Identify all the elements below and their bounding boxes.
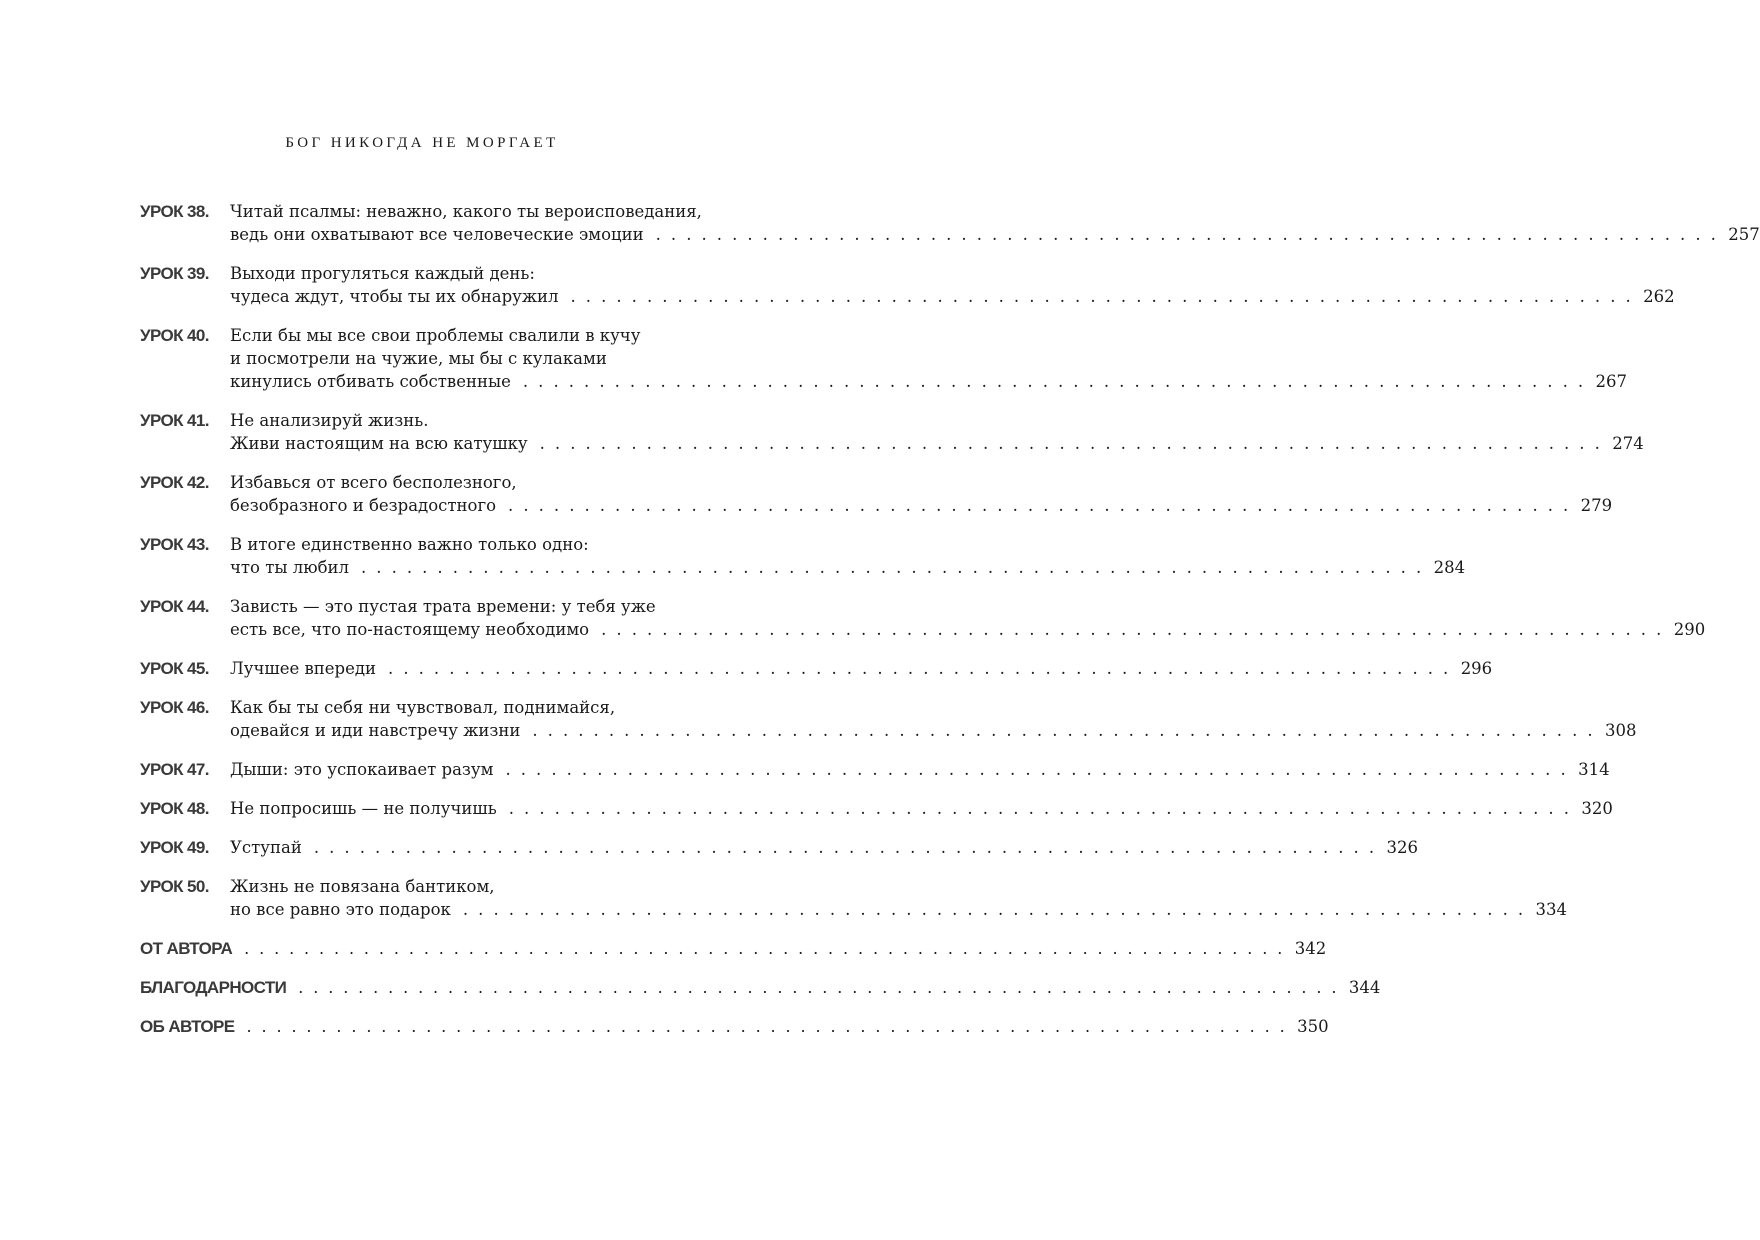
title-last-line xyxy=(230,618,1705,641)
title-line: и посмотрели на чужие, мы бы с кулаками xyxy=(230,349,607,368)
title-line: Не попросишь — не получишь xyxy=(230,799,497,818)
page-number: 344 xyxy=(1348,978,1381,997)
lesson-title xyxy=(230,409,1644,455)
page-number: 296 xyxy=(1460,659,1493,678)
title-line: Не анализируй жизнь. xyxy=(230,411,429,430)
page-number: 257 xyxy=(1728,225,1760,244)
lesson-label: УРОК 49. xyxy=(140,838,209,857)
lesson-label: УРОК 43. xyxy=(140,535,209,554)
lesson-title xyxy=(230,471,1612,517)
lesson-title xyxy=(230,533,1465,579)
title-last-line xyxy=(230,719,1637,742)
lesson-title xyxy=(230,657,1492,680)
title-line: кинулись отбивать собственные xyxy=(230,372,511,391)
title-line: но все равно это подарок xyxy=(230,900,451,919)
toc-entry[interactable] xyxy=(140,836,1418,859)
title-line: Дыши: это успокаивает разум xyxy=(230,760,494,779)
page-number: 308 xyxy=(1605,721,1637,740)
leader-dots xyxy=(532,719,1595,742)
lesson-label: УРОК 38. xyxy=(140,202,209,221)
toc-entry[interactable] xyxy=(140,262,1675,308)
toc-entry[interactable] xyxy=(140,471,1613,517)
leader-dots xyxy=(505,758,1568,781)
leader-dots xyxy=(509,797,1572,820)
toc-section[interactable] xyxy=(140,976,1381,999)
toc-section[interactable] xyxy=(140,1015,1329,1038)
leader-dots xyxy=(361,556,1424,579)
title-line: Избавься от всего бесполезного, xyxy=(230,473,517,492)
title-last-line xyxy=(230,285,1675,308)
lesson-label: УРОК 48. xyxy=(140,799,209,818)
leader-dots xyxy=(601,618,1664,641)
lesson-title xyxy=(230,758,1610,781)
leader-dots xyxy=(244,939,1285,958)
title-line: Живи настоящим на всю катушку xyxy=(230,434,528,453)
toc-entry[interactable] xyxy=(140,696,1637,742)
leader-dots xyxy=(247,1017,1288,1036)
lesson-title xyxy=(230,875,1567,921)
toc-entry[interactable] xyxy=(140,533,1466,579)
leader-dots xyxy=(298,978,1339,997)
title-line: Лучшее впереди xyxy=(230,659,377,678)
lesson-label: УРОК 41. xyxy=(140,411,209,430)
page-number: 267 xyxy=(1595,372,1628,391)
lesson-title xyxy=(230,696,1637,742)
lesson-label: УРОК 50. xyxy=(140,877,209,896)
section-title: ОБ АВТОРЕ xyxy=(140,1017,235,1036)
title-last-line xyxy=(230,797,1613,820)
title-line: чудеса ждут, чтобы ты их обнаружил xyxy=(230,287,559,306)
page-number: 320 xyxy=(1581,799,1613,818)
toc-entry[interactable] xyxy=(140,875,1568,921)
leader-dots xyxy=(508,494,1571,517)
title-last-line xyxy=(230,223,1760,246)
lesson-title xyxy=(230,324,1627,393)
title-last-line xyxy=(230,657,1492,680)
title-last-line xyxy=(230,494,1612,517)
leader-dots xyxy=(314,836,1377,859)
page-number: 334 xyxy=(1535,900,1568,919)
lesson-label: УРОК 40. xyxy=(140,326,209,345)
title-line: что ты любил xyxy=(230,558,349,577)
title-line: Выходи прогуляться каждый день: xyxy=(230,264,535,283)
title-last-line xyxy=(230,556,1465,579)
leader-dots xyxy=(523,370,1586,393)
page-number: 350 xyxy=(1297,1017,1329,1036)
page-number: 262 xyxy=(1643,287,1675,306)
toc-entry[interactable] xyxy=(140,409,1644,455)
leader-dots xyxy=(540,432,1603,455)
lesson-title xyxy=(230,262,1675,308)
lesson-label: УРОК 44. xyxy=(140,597,209,616)
lesson-label: УРОК 42. xyxy=(140,473,209,492)
page-number: 314 xyxy=(1578,760,1610,779)
lesson-label: УРОК 46. xyxy=(140,698,209,717)
title-line: ведь они охватывают все человеческие эмоции xyxy=(230,225,644,244)
lesson-title xyxy=(230,595,1705,641)
section-title: БЛАГОДАРНОСТИ xyxy=(140,978,287,997)
toc-entry[interactable] xyxy=(140,797,1613,820)
toc-entry[interactable] xyxy=(140,324,1628,393)
title-line: Уступай xyxy=(230,838,302,857)
page-number: 326 xyxy=(1386,838,1418,857)
leader-dots xyxy=(656,223,1719,246)
lesson-label: УРОК 39. xyxy=(140,264,209,283)
toc-entry[interactable] xyxy=(140,200,1760,246)
section-title: ОТ АВТОРА xyxy=(140,939,233,958)
page-number: 284 xyxy=(1433,558,1466,577)
toc-section[interactable] xyxy=(140,937,1327,960)
title-line: одевайся и иди навстречу жизни xyxy=(230,721,521,740)
lesson-label: УРОК 47. xyxy=(140,760,209,779)
toc-entry[interactable] xyxy=(140,758,1610,781)
page-number: 279 xyxy=(1580,496,1613,515)
lesson-label: УРОК 45. xyxy=(140,659,209,678)
lesson-title xyxy=(230,797,1613,820)
page-number: 290 xyxy=(1673,620,1706,639)
title-line: В итоге единственно важно только одно: xyxy=(230,535,589,554)
running-header: БОГ НИКОГДА НЕ МОРГАЕТ xyxy=(285,135,559,151)
title-line: Читай псалмы: неважно, какого ты вероисповедания, xyxy=(230,202,702,221)
title-line: Жизнь не повязана бантиком, xyxy=(230,877,495,896)
title-line: Как бы ты себя ни чувствовал, поднимайся, xyxy=(230,698,616,717)
title-last-line xyxy=(230,898,1567,921)
title-line: есть все, что по-настоящему необходимо xyxy=(230,620,590,639)
lesson-title xyxy=(230,200,1760,246)
title-line: Зависть — это пустая трата времени: у тебя уже xyxy=(230,597,656,616)
table-of-contents xyxy=(140,200,1760,1054)
lesson-title xyxy=(230,836,1418,859)
leader-dots xyxy=(463,898,1526,921)
title-last-line xyxy=(230,836,1418,859)
title-last-line xyxy=(230,432,1644,455)
leader-dots xyxy=(388,657,1451,680)
title-last-line xyxy=(230,370,1627,393)
leader-dots xyxy=(571,285,1634,308)
title-last-line xyxy=(230,758,1610,781)
toc-entry[interactable] xyxy=(140,657,1493,680)
toc-entry[interactable] xyxy=(140,595,1706,641)
title-line: безобразного и безрадостного xyxy=(230,496,497,515)
title-line: Если бы мы все свои проблемы свалили в кучу xyxy=(230,326,641,345)
page-number: 342 xyxy=(1294,939,1327,958)
page-number: 274 xyxy=(1612,434,1644,453)
